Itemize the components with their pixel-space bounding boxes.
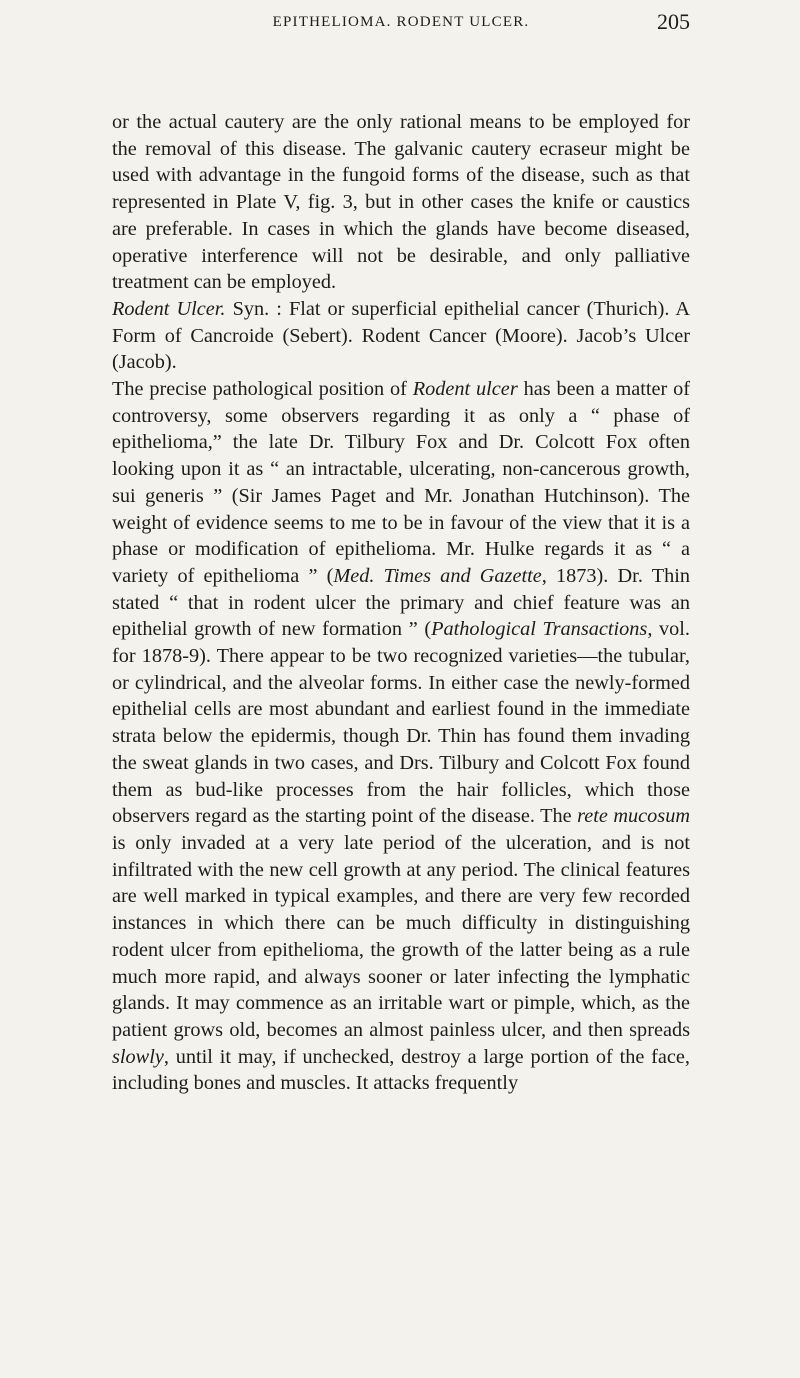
paragraph-rodent-ulcer-synonyms (112, 296, 690, 376)
paragraph-pathological-position (112, 376, 690, 1097)
italic-text-run: slowly (112, 1045, 164, 1068)
italic-text-run: rete mucosum (577, 805, 690, 828)
running-head (112, 9, 690, 44)
text-run: , vol. for 1878-9). There appear to be two recognized varieties—the tubular, or cylindrical, and the alveolar forms. In either case the newly-formed epithelial cells are most abundant and earliest found in the immediate strata below the epidermis, though Dr. Thin has found them invading the sweat glands in two cases, and Drs. Tilbury and Colcott Fox found them as bud-like processes from the hair follicles, which those observers regard as the starting point of the disease. The (112, 618, 690, 828)
italic-text-run: Pathological Transactions (431, 618, 648, 641)
text-run: Syn. : Flat or superficial epithelial cancer (Thurich). A Form of Cancroide (Sebert). Rodent Cancer (Moore). Jacob’s Ulcer (Jacob). (112, 297, 690, 374)
italic-text-run: Med. Times and Gazette (333, 564, 542, 587)
text-run: has been a matter of controversy, some observers regarding it as only a “ phase of epithelioma,” the late Dr. Tilbury Fox and Dr. Colcott Fox often looking upon it as “ an intractable, ulcerating, non-cancerous growth, sui generis ” (Sir James Paget and Mr. Jonathan Hutchinson). The weight of evidence seems to me to be in favour of the view that it is a phase or modification of epithelioma. Mr. Hulke regards it as “ a variety of epithelioma ” ( (112, 378, 691, 587)
text-run: or the actual cautery are the only rational means to be employed for the removal of this disease. The galvanic cautery ecraseur might be used with advantage in the fungoid forms of the disease, such as that represented in Plate V, fig. 3, but in other cases the knife or caustics are preferable. In cases in which the glands have become diseased, operative interference will not be desirable, and only palliative treatment can be employed. (112, 111, 690, 294)
paragraph-cautery (112, 109, 690, 296)
body-text (112, 109, 690, 1097)
page-number: 205 (657, 9, 690, 34)
text-run: , until it may, if unchecked, destroy a large portion of the face, including bones and muscles. It attacks frequently (112, 1045, 690, 1095)
text-run: , 1873). Dr. Thin stated “ that in rodent ulcer the primary and chief feature was an epithelial growth of new formation ” ( (112, 564, 690, 641)
italic-text-run: Rodent Ulcer. (112, 297, 226, 320)
text-run: The precise pathological position of (112, 378, 413, 401)
italic-text-run: Rodent ulcer (412, 378, 518, 401)
text-run: is only invaded at a very late period of the ulceration, and is not infiltrated with the new cell growth at any period. The clinical features are well marked in typical examples, and there are very few recorded instances in which there can be much difficulty in distinguishing rodent ulcer from epithelioma, the growth of the latter being as a rule much more rapid, and always sooner or later infecting the lymphatic glands. It may commence as an irritable wart or pimple, which, as the patient grows old, becomes an almost painless ulcer, and then spreads (112, 831, 690, 1041)
running-head-title: EPITHELIOMA. RODENT ULCER. (272, 14, 530, 30)
